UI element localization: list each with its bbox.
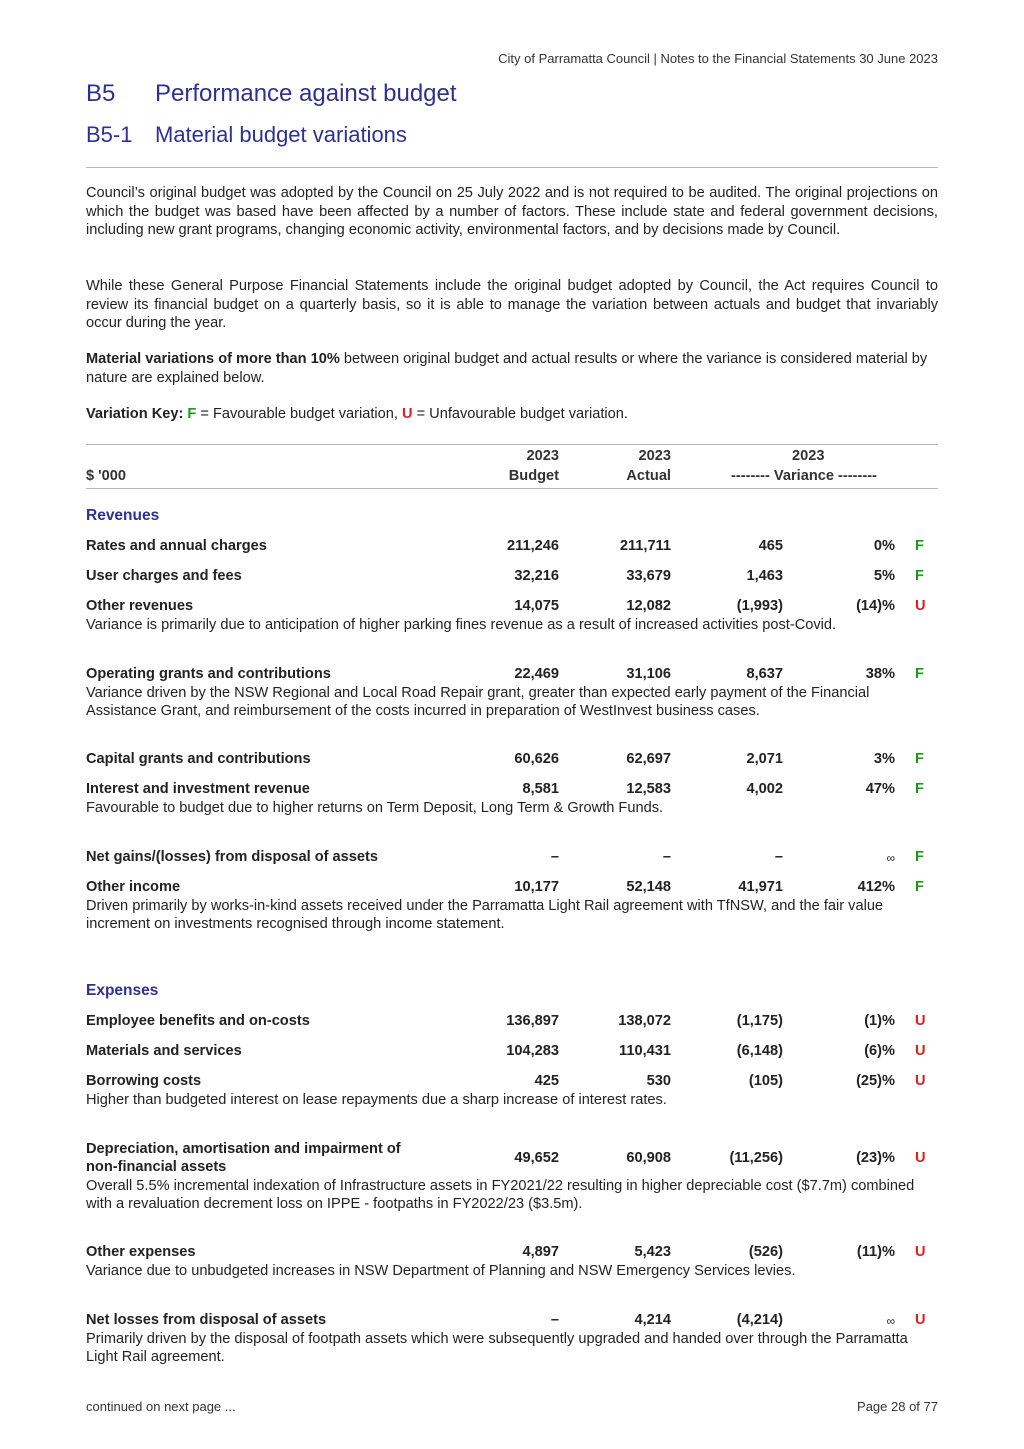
variance-percent: (25)% xyxy=(856,1073,895,1089)
running-header: City of Parramatta Council | Notes to the Financial Statements 30 June 2023 xyxy=(498,51,938,66)
budget-value: 49,652 xyxy=(514,1150,559,1166)
budget-value: 22,469 xyxy=(514,666,559,682)
budget-header: Budget xyxy=(508,468,559,484)
row-label: Materials and services xyxy=(86,1043,242,1059)
table-row xyxy=(86,1312,938,1332)
continued-note: continued on next page ... xyxy=(86,1399,236,1414)
variation-flag: F xyxy=(915,666,924,682)
variance-value: (526) xyxy=(748,1244,783,1260)
table-row xyxy=(86,1013,938,1033)
row-label: Net losses from disposal of assets xyxy=(86,1312,327,1328)
favourable-key-text: = Favourable budget variation, xyxy=(196,406,402,422)
favourable-key: F xyxy=(187,406,197,422)
intro-paragraph: Council’s original budget was adopted by the Council on 25 July 2022 and is not required to be audited. The original projections on which the budget was based have been affected by a number of factors. These include state and federal government decisions, including new grant programs, changing economic activity, environmental factors, and by decisions made by Council. xyxy=(86,185,938,238)
row-label: Employee benefits and on-costs xyxy=(86,1013,310,1029)
revenues-heading: Revenues xyxy=(86,507,160,524)
variance-value: 4,002 xyxy=(746,781,783,797)
actual-value: 33,679 xyxy=(626,568,671,584)
row-label: Rates and annual charges xyxy=(86,538,267,554)
variance-percent: 47% xyxy=(865,781,895,797)
table-row xyxy=(86,538,938,558)
actual-value: 110,431 xyxy=(619,1043,671,1059)
table-top-rule xyxy=(86,444,938,445)
divider xyxy=(86,167,938,168)
variation-flag: F xyxy=(915,751,924,767)
variation-flag: U xyxy=(915,1043,926,1059)
row-label-line2: non-financial assets xyxy=(86,1159,227,1175)
variance-value: – xyxy=(774,849,783,865)
review-paragraph: While these General Purpose Financial Statements include the original budget adopted by Council, the Act requires Council to review its financial budget on a quarterly basis, so it is able to manage the variation between actuals and budget that invariably occur during the year. xyxy=(86,278,938,331)
variation-flag: F xyxy=(915,781,924,797)
budget-value: 32,216 xyxy=(514,568,559,584)
row-label: Other revenues xyxy=(86,598,194,614)
actual-value: 62,697 xyxy=(626,751,671,767)
row-label: Interest and investment revenue xyxy=(86,781,310,797)
row-label: Capital grants and contributions xyxy=(86,751,311,767)
unit-header: $ '000 xyxy=(86,468,126,484)
budget-value: 211,246 xyxy=(507,538,559,554)
budget-value: – xyxy=(550,1312,559,1328)
variance-percent: (14)% xyxy=(856,598,895,614)
budget-value: 136,897 xyxy=(506,1013,559,1029)
subsection-heading xyxy=(86,122,407,148)
actual-value: 12,082 xyxy=(626,598,671,614)
row-note: Primarily driven by the disposal of footpath assets which were subsequently upgraded and handed over through the Parramatta Light Rail agreement. xyxy=(86,1331,908,1365)
variance-percent: ∞ xyxy=(886,851,895,865)
table-row xyxy=(86,666,938,686)
actual-year-header: 2023 xyxy=(638,448,671,464)
variation-flag: U xyxy=(915,598,926,614)
table-row xyxy=(86,879,938,899)
variance-value: 465 xyxy=(758,538,783,554)
actual-value: 5,423 xyxy=(634,1244,671,1260)
variance-percent: 412% xyxy=(857,879,895,895)
table-row xyxy=(86,751,938,771)
variance-value: (6,148) xyxy=(736,1043,783,1059)
variance-percent: (11)% xyxy=(856,1244,895,1260)
unfavourable-key-text: = Unfavourable budget variation. xyxy=(412,406,628,422)
section-number: B5 xyxy=(86,80,116,107)
row-label: Other expenses xyxy=(86,1244,196,1260)
variance-value: (4,214) xyxy=(736,1312,783,1328)
table-row xyxy=(86,568,938,588)
row-label-line1: Depreciation, amortisation and impairment of xyxy=(86,1141,401,1157)
variance-percent: (1)% xyxy=(864,1013,895,1029)
variance-value: 1,463 xyxy=(746,568,783,584)
row-label: User charges and fees xyxy=(86,568,242,584)
variance-header: -------- Variance -------- xyxy=(731,468,877,484)
variance-value: (105) xyxy=(748,1073,783,1089)
variation-flag: U xyxy=(915,1244,926,1260)
budget-value: 104,283 xyxy=(506,1043,559,1059)
actual-header: Actual xyxy=(626,468,671,484)
table-row xyxy=(86,1244,938,1264)
variation-flag: U xyxy=(915,1312,926,1328)
row-label: Borrowing costs xyxy=(86,1073,202,1089)
actual-value: 12,583 xyxy=(626,781,671,797)
actual-value: 211,711 xyxy=(619,538,671,554)
variance-percent: (6)% xyxy=(864,1043,895,1059)
variance-value: 2,071 xyxy=(746,751,783,767)
subsection-title: Material budget variations xyxy=(155,122,407,147)
table-row xyxy=(86,1141,938,1179)
table-row xyxy=(86,598,938,618)
actual-value: 4,214 xyxy=(634,1312,671,1328)
actual-value: 138,072 xyxy=(618,1013,671,1029)
budget-value: 10,177 xyxy=(514,879,559,895)
budget-year-header: 2023 xyxy=(526,448,559,464)
row-note: Favourable to budget due to higher returns on Term Deposit, Long Term & Growth Funds. xyxy=(86,800,664,816)
variance-year-header: 2023 xyxy=(792,448,825,464)
variance-percent: 0% xyxy=(873,538,895,554)
actual-value: 60,908 xyxy=(626,1150,671,1166)
budget-value: – xyxy=(550,849,559,865)
row-note: Overall 5.5% incremental indexation of Infrastructure assets in FY2021/22 resulting in higher depreciable cost ($7.7m) combined with a revaluation decrement loss on IPPE - footpaths in FY2022/23 ($3.5m). xyxy=(86,1178,915,1212)
budget-value: 4,897 xyxy=(522,1244,559,1260)
table-row xyxy=(86,849,938,869)
variation-key-label: Variation Key: xyxy=(86,406,184,422)
budget-value: 8,581 xyxy=(522,781,559,797)
table-row xyxy=(86,1043,938,1063)
actual-value: – xyxy=(662,849,671,865)
variation-flag: F xyxy=(915,568,924,584)
subsection-number: B5-1 xyxy=(86,122,133,147)
table-row xyxy=(86,1073,938,1093)
budget-value: 60,626 xyxy=(514,751,559,767)
variance-percent: 3% xyxy=(873,751,895,767)
actual-value: 31,106 xyxy=(626,666,671,682)
variance-value: 41,971 xyxy=(738,879,783,895)
budget-value: 14,075 xyxy=(514,598,559,614)
variation-flag: U xyxy=(915,1013,926,1029)
actual-value: 52,148 xyxy=(626,879,671,895)
expenses-heading: Expenses xyxy=(86,982,159,999)
variation-flag: U xyxy=(915,1150,926,1166)
variance-value: (11,256) xyxy=(729,1150,783,1166)
section-heading xyxy=(86,80,457,108)
row-note: Variance due to unbudgeted increases in NSW Department of Planning and NSW Emergency Services levies. xyxy=(86,1263,796,1279)
materiality-bold: Material variations of more than 10% xyxy=(86,351,340,367)
variance-value: 8,637 xyxy=(746,666,783,682)
variation-flag: F xyxy=(915,538,924,554)
materiality-paragraph xyxy=(86,350,938,387)
variance-value: (1,175) xyxy=(736,1013,783,1029)
row-label: Other income xyxy=(86,879,181,895)
row-note: Variance driven by the NSW Regional and Local Road Repair grant, greater than expected early payment of the Financial Assistance Grant, and reimbursement of the costs incurred in preparation of WestInvest business cases. xyxy=(86,685,870,719)
materiality-text: between original budget and actual results or where the variance is considered material by nature are explained below. xyxy=(86,351,928,386)
row-label: Operating grants and contributions xyxy=(86,666,331,682)
variance-percent: 38% xyxy=(865,666,895,682)
variance-percent: ∞ xyxy=(886,1314,895,1328)
variation-flag: U xyxy=(915,1073,926,1089)
row-note: Driven primarily by works-in-kind assets received under the Parramatta Light Rail agreement with TfNSW, and the fair value increment on investments recognised through income statement. xyxy=(86,898,884,932)
section-title: Performance against budget xyxy=(155,80,457,107)
variance-percent: 5% xyxy=(873,568,895,584)
table-row xyxy=(86,781,938,801)
budget-value: 425 xyxy=(534,1073,559,1089)
row-note: Higher than budgeted interest on lease repayments due a sharp increase of interest rates. xyxy=(86,1092,667,1108)
variation-flag: F xyxy=(915,849,924,865)
variation-key xyxy=(86,405,938,424)
document-page xyxy=(86,0,938,1449)
variance-value: (1,993) xyxy=(736,598,783,614)
variation-flag: F xyxy=(915,879,924,895)
page-number: Page 28 of 77 xyxy=(857,1399,938,1414)
actual-value: 530 xyxy=(646,1073,671,1089)
row-note: Variance is primarily due to anticipation of higher parking fines revenue as a result of increased activities post-Covid. xyxy=(86,617,837,633)
table-header-rule xyxy=(86,488,938,489)
variance-percent: (23)% xyxy=(856,1150,895,1166)
unfavourable-key: U xyxy=(401,406,413,422)
row-label: Net gains/(losses) from disposal of assets xyxy=(86,849,378,865)
